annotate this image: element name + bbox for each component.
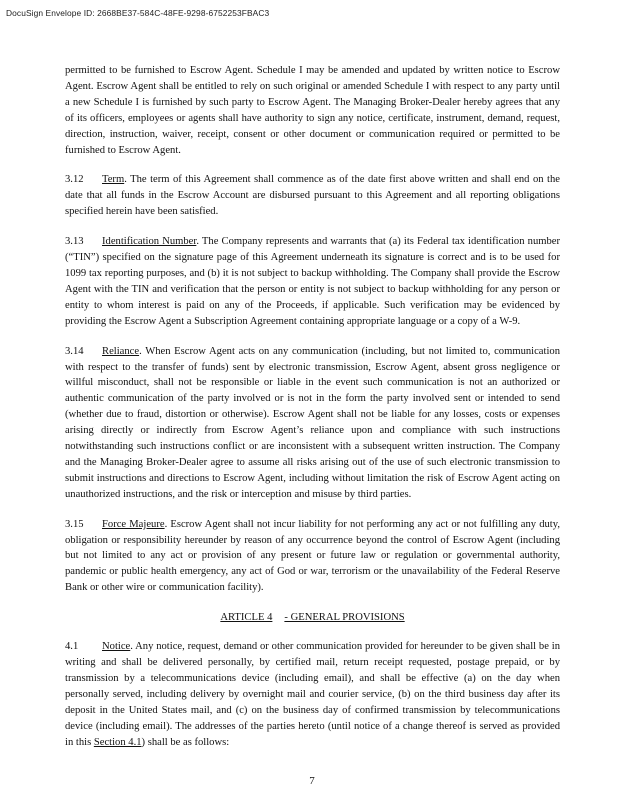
section-3-14: [65, 344, 560, 503]
section-number: 3.12: [65, 174, 84, 186]
section-heading: Reliance: [102, 345, 140, 357]
section-number: 3.15: [65, 518, 84, 530]
section-heading: Identification Number: [102, 236, 197, 248]
section-number: 3.13: [65, 236, 84, 248]
section-number: 3.14: [65, 345, 84, 357]
section-3-12: [65, 172, 560, 220]
page-number: 7: [309, 775, 315, 787]
section-text: . When Escrow Agent acts on any communication (including, but not limited to, communication with respect to the transfer of funds) sent by electronic transmission, Escrow Agent, absent gross negligence or willful misconduct, shall not be responsible or liable in the event such communication is not an authorized or authentic communication of the party involved or is not in the form the party involved sent or intended to send (whether due to fraud, distortion or otherwise). Escrow Agent shall not be liable for any losses, costs or expenses arising directly or indirectly from Escrow Agent’s reliance upon and compliance with such instructions notwithstanding such instructions conflict or are inconsistent with a subsequent written instruction. The Company and the Managing Broker-Dealer agree to assume all risks arising out of the use of such electronic transmission to submit instructions and directions to Escrow Agent, including without limitation the risk of Escrow Agent acting on unauthorized instructions, and the risk or interception and misuse by third parties.: [65, 345, 560, 500]
section-text: . Any notice, request, demand or other communication provided for hereunder to be given shall be in writing and shall be delivered personally, by certified mail, return receipt requested, postage prepaid, or by transmission by a telecommunications device (including email), and shall be effective (a) on the day when personally served, including delivery by overnight mail and courier service, (b) on the third business day after its deposit in the United States mail, and (c) on the business day of confirmed transmission by telecommunications device (including email). The addresses of the parties hereto (until notice of a change thereof is served as provided in this: [65, 641, 560, 748]
section-text: . The Company represents and warrants that (a) its Federal tax identification number (“TIN”) specified on the signature page of this Agreement underneath its signature is correct and is to be used for 1099 tax reporting purposes, and (b) it is not subject to backup withholding. The Company shall provide the Escrow Agent with the TIN and verification that the person or entity is not subject to backup withholding for any person or entity to whom interest is paid on any of the Proceeds, if applicable. Such verification may be evidenced by providing the Escrow Agent a Subscription Agreement containing appropriate language or a copy of a W-9.: [65, 236, 561, 327]
section-4-1: [65, 639, 560, 750]
article-title: - GENERAL PROVISIONS: [284, 612, 405, 624]
section-text: . The term of this Agreement shall commence as of the date first above written and shall end on the date that all funds in the Escrow Account are disbursed pursuant to this Agreement and all reporting obligations specified herein have been satisfied.: [65, 174, 560, 218]
section-text: . Escrow Agent shall not incur liability for not performing any act or not fulfilling any duty, obligation or responsibility hereunder by reason of any occurrence beyond the control of Escrow Agent (including but not limited to any act or provision of any present or future law or regulation or governmental authority, pandemic or public health emergency, any act of God or war, terrorism or the unavailability of the Federal Reserve Bank or other wire or communication facility).: [65, 518, 561, 594]
section-text-end: ) shall be as follows:: [141, 736, 230, 748]
article-4-heading: [65, 610, 560, 626]
intro-paragraph: permitted to be furnished to Escrow Agent. Schedule I may be amended and updated by written notice to Escrow Agent. Escrow Agent shall be entitled to rely on such original or amended Schedule I with respect to any party until a new Schedule I is furnished by such party to Escrow Agent. The Managing Broker-Dealer hereby agrees that any of its officers, employees or agents shall have authority to sign any notice, certificate, instrument, demand, request, direction, instruction, waiver, receipt, consent or other document or communication required or permitted to be furnished to Escrow Agent.: [65, 65, 560, 156]
document-body: [65, 63, 560, 764]
article-label: ARTICLE 4: [220, 612, 273, 624]
section-reference: Section 4.1: [93, 736, 142, 748]
section-3-15: [65, 517, 560, 597]
section-number: 4.1: [65, 641, 79, 653]
section-heading: Term: [102, 174, 125, 186]
section-heading: Notice: [102, 641, 131, 653]
section-heading: Force Majeure: [102, 518, 165, 530]
docusign-envelope-id: DocuSign Envelope ID: 2668BE37-584C-48FE-9298-6752253FBAC3: [6, 8, 270, 18]
section-3-13: [65, 234, 560, 329]
